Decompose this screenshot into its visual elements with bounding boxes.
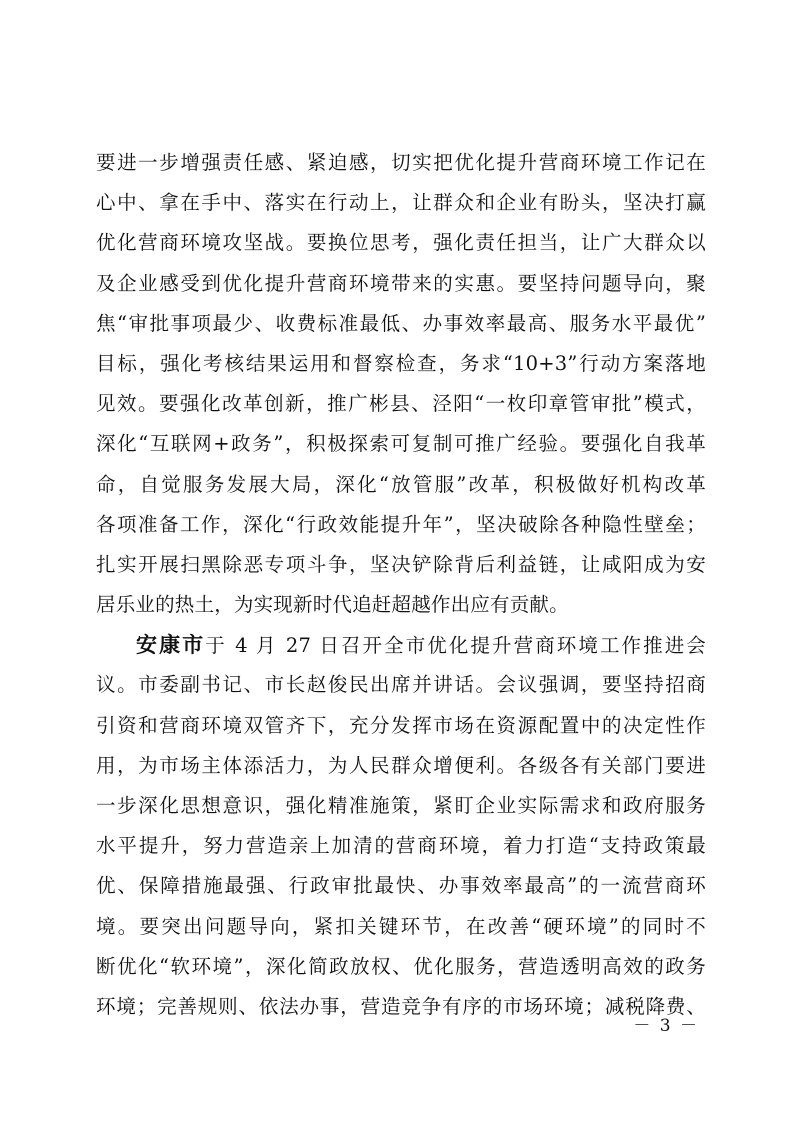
text-line: 议。市委副书记、市长赵俊民出席并讲话。会议强调，要坚持招商: [96, 673, 706, 697]
text-line: 见效。要强化改革创新，推广彬县、泾阳“一枚印章管审批”模式，: [96, 392, 706, 416]
text-line: 命，自觉服务发展大局，深化“放管服”改革，积极做好机构改革: [96, 472, 706, 496]
text-line: 引资和营商环境双管齐下，充分发挥市场在资源配置中的决定性作: [96, 713, 706, 737]
text-line: 一步深化思想意识，强化精准施策，紧盯企业实际需求和政府服务: [96, 794, 706, 817]
text-line: 环境；完善规则、依法办事，营造竞争有序的市场环境；减税降费、: [96, 994, 706, 1018]
text-line: 扎实开展扫黑除恶专项斗争，坚决铲除背后利益链，让咸阳成为安: [96, 552, 706, 576]
text-line: 水平提升，努力营造亲上加清的营商环境，着力打造“支持政策最: [96, 834, 706, 858]
text-span: 于 4 月 27 日召开全市优化提升营商环境工作推进会: [205, 634, 706, 658]
paragraph-1: [96, 143, 706, 625]
paragraph-2: [96, 625, 706, 1027]
page-number: － 3 －: [633, 1016, 699, 1036]
text-line: 要进一步增强责任感、紧迫感，切实把优化提升营商环境工作记在: [96, 151, 706, 174]
city-name: 安康市: [136, 633, 206, 658]
text-line: 目标，强化考核结果运用和督察检查，务求“10+3”行动方案落地: [96, 351, 706, 375]
text-line: 各项准备工作，深化“行政效能提升年”，坚决破除各种隐性壁垒；: [96, 512, 706, 536]
text-line: 心中、拿在手中、落实在行动上，让群众和企业有盼头，坚决打赢: [96, 191, 706, 215]
text-line: 优、保障措施最强、行政审批最快、办事效率最高”的一流营商环: [96, 874, 706, 898]
text-line: 深化“互联网+政务”，积极探索可复制可推广经验。要强化自我革: [96, 432, 706, 456]
text-line: 居乐业的热土，为实现新时代追赶超越作出应有贡献。: [96, 593, 569, 617]
text-line: 断优化“软环境”，深化简政放权、优化服务，营造透明高效的政务: [96, 954, 706, 978]
text-line: 优化营商环境攻坚战。要换位思考，强化责任担当，让广大群众以: [96, 231, 706, 255]
body-text: [96, 143, 706, 1027]
text-line: 及企业感受到优化提升营商环境带来的实惠。要坚持问题导向，聚: [96, 271, 706, 295]
text-line: 焦“审批事项最少、收费标准最低、办事效率最高、服务水平最优”: [96, 311, 706, 335]
text-line: [96, 625, 706, 665]
text-line: 用，为市场主体添活力，为人民群众增便利。各级各有关部门要进: [96, 753, 706, 777]
text-line: 境。要突出问题导向，紧扣关键环节，在改善“硬环境”的同时不: [96, 914, 706, 938]
